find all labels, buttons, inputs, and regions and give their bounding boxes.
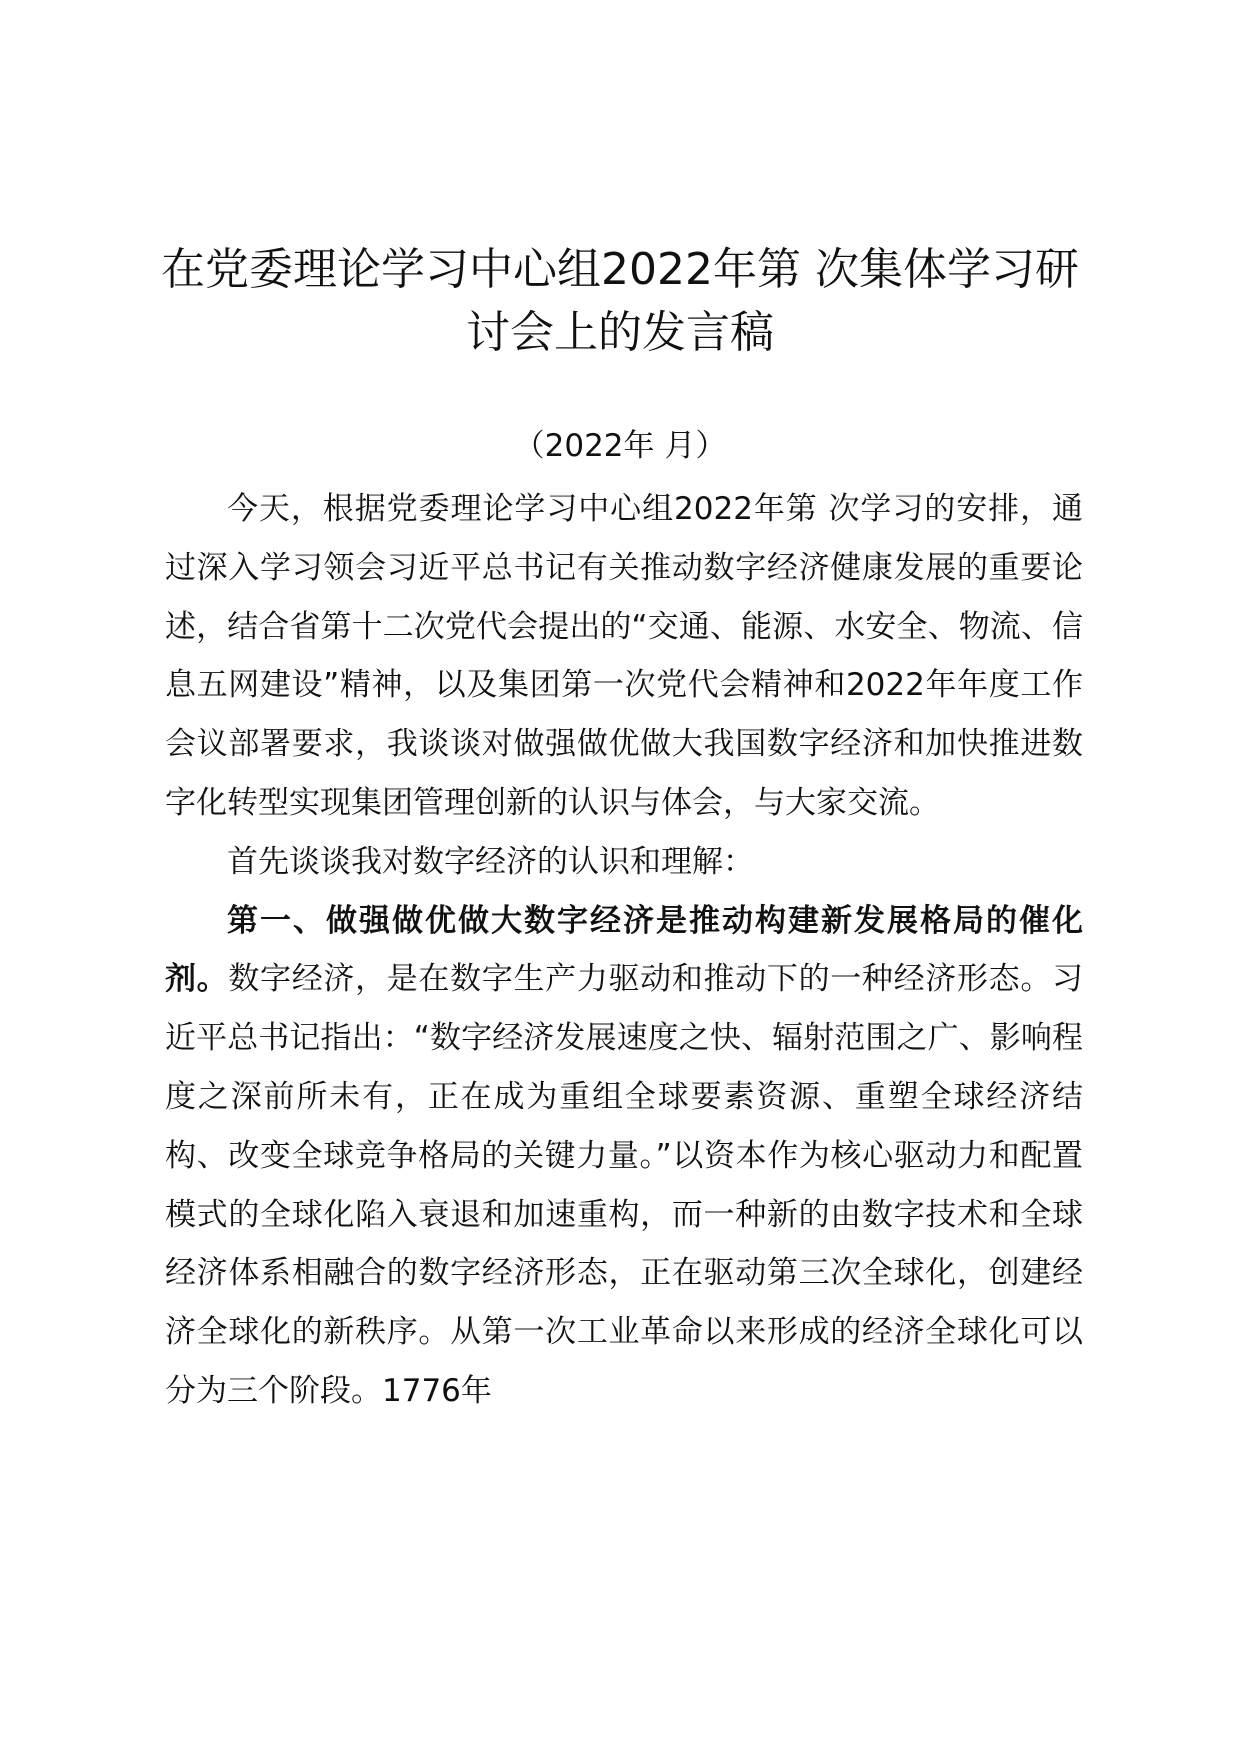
document-title: 在党委理论学习中心组2022年第 次集体学习研讨会上的发言稿	[161, 244, 1079, 358]
paragraph	[165, 833, 1083, 892]
paragraph-text: 数字经济，是在数字生产力驱动和推动下的一种经济形态。习近平总书记指出：“数字经济发展速度之快、辐射范围之广、影响程度之深前所未有，正在成为重组全球要素资源、重塑全球经济结构、改变全球竞争格局的关键力量。”以资本作为核心驱动力和配置模式的全球化陷入衰退和加速重构，而一种新的由数字技术和全球经济体系相融合的数字经济形态，正在驱动第三次全球化，创建经济全球化的新秩序。从第一次工业革命以来形成的经济全球化可以分为三个阶段。1776年	[165, 961, 1083, 1409]
paragraph-text: 首先谈谈我对数字经济的认识和理解：	[227, 843, 754, 880]
document-date: （2022年 月）	[513, 428, 727, 464]
paragraph	[165, 892, 1083, 1421]
document-body	[165, 480, 1083, 1421]
paragraph-bold-lead: 第一、做强做优做大数字经济是推动构建新发展格局的催化剂。	[165, 902, 1083, 998]
paragraph	[165, 480, 1083, 833]
paragraph-text: 今天，根据党委理论学习中心组2022年第 次学习的安排，通过深入学习领会习近平总书记有关推动数字经济健康发展的重要论述，结合省第十二次党代会提出的“交通、能源、水安全、物流、信息五网建设”精神，以及集团第一次党代会精神和2022年年度工作会议部署要求，我谈谈对做强做优做大我国数字经济和加快推进数字化转型实现集团管理创新的认识与体会，与大家交流。	[165, 491, 1083, 821]
